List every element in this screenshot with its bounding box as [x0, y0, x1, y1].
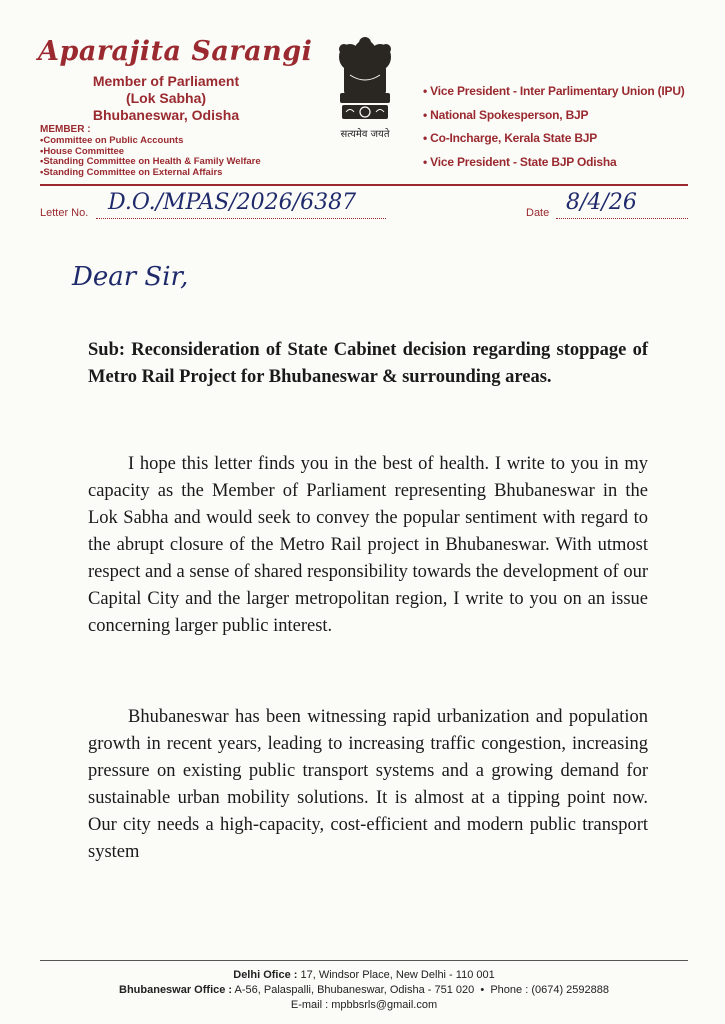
committee-item: • Committee on Public Accounts — [40, 136, 261, 147]
subject-line: Sub: Reconsideration of State Cabinet decision regarding stoppage of Metro Rail Project for Bhubaneswar & surrounding areas. — [88, 340, 648, 387]
footer-delhi: Delhi Ofice : 17, Windsor Place, New Delhi - 110 001 — [233, 969, 495, 981]
date-value: 8/4/26 — [566, 190, 637, 215]
footer-bhubaneswar: Bhubaneswar Office : A-56, Palaspalli, Bhubaneswar, Odisha - 751 020 • Phone : (0674) 2592888 — [119, 984, 609, 996]
body-paragraph-2: Bhubaneswar has been witnessing rapid urbanization and population growth in recent years, leading to increasing traffic congestion, increasing pressure on existing public transport systems and a growing demand for sustainable urban mobility solutions. It is almost at a tipping point now. Our city needs a high-capacity, cost-efficient and modern public transport system — [88, 707, 648, 862]
position-item: • Vice President - State BJP Odisha — [423, 155, 685, 179]
committee-item: • Standing Committee on External Affairs — [40, 168, 261, 179]
emblem-motto: सत्यमेव जयते — [340, 129, 390, 140]
position-item: • National Spokesperson, BJP — [423, 108, 685, 132]
body-paragraph-1: I hope this letter finds you in the best of health. I write to you in my capacity as the Member of Parliament representing Bhubaneswar in the Lok Sabha and would seek to convey the popular sentiment with regard to the abrupt closure of the Metro Rail project in Bhubaneswar. With utmost respect and a sense of shared responsibility towards the development of our Capital City and the larger metropolitan region, I write to you on an issue concerning larger public interest. — [88, 454, 648, 636]
committee-item: • House Committee — [40, 147, 261, 158]
title-line-2: (Lok Sabha) — [125, 90, 207, 106]
footer-divider — [40, 960, 688, 961]
position-item: • Vice President - Inter Parlimentary Union (IPU) — [423, 84, 685, 108]
member-label: MEMBER : — [40, 124, 91, 135]
letter-no-value: D.O./MPAS/2026/6387 — [108, 190, 357, 215]
mp-name: Aparajita Sarangi — [38, 36, 313, 67]
national-emblem-icon — [330, 30, 400, 140]
title-line-1: Member of Parliament — [92, 73, 240, 89]
header-divider — [40, 184, 688, 186]
committee-item: • Standing Committee on Health & Family Welfare — [40, 157, 261, 168]
letter-no-label: Letter No. — [40, 207, 89, 219]
footer-email: E-mail : mpbbsrls@gmail.com — [290, 999, 438, 1011]
positions-list — [423, 84, 685, 178]
date-label: Date — [526, 207, 550, 219]
letter-no-line — [96, 218, 386, 219]
salutation: Dear Sir, — [72, 262, 189, 292]
date-line — [556, 218, 688, 219]
committee-list — [40, 136, 261, 178]
position-item: • Co-Incharge, Kerala State BJP — [423, 131, 685, 155]
title-line-3: Bhubaneswar, Odisha — [92, 107, 240, 123]
